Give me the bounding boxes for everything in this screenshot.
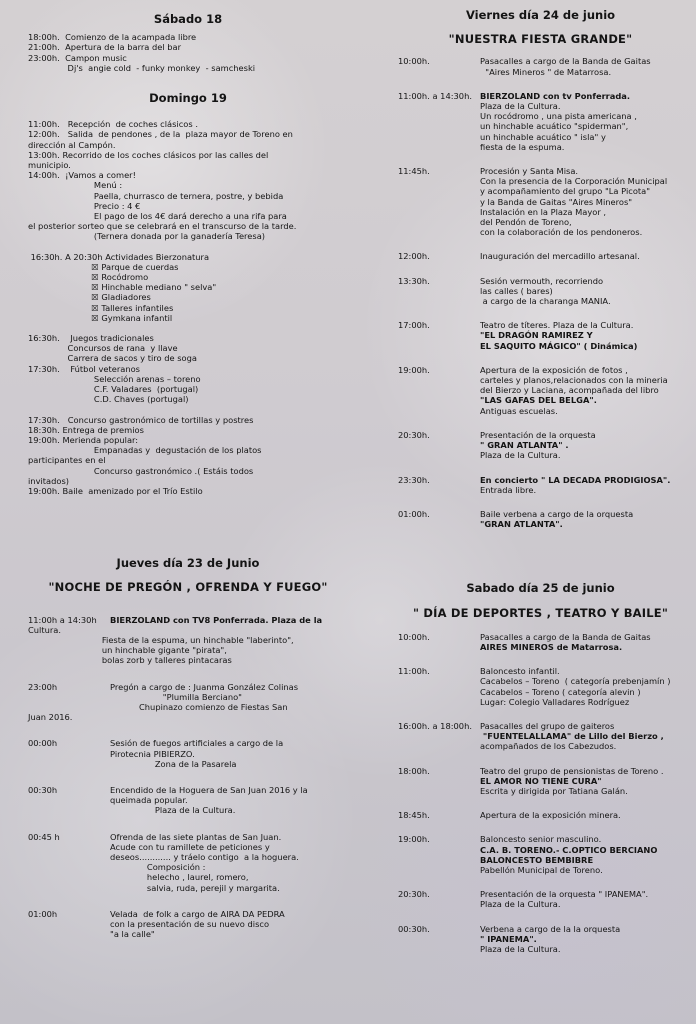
event-time: 19:00h. xyxy=(398,834,430,845)
schedule-line: Concurso gastronómico .( Estáis todos xyxy=(28,465,254,476)
event-line: Juan 2016. xyxy=(28,712,73,723)
event-time: 00:30h xyxy=(28,784,58,795)
schedule-line: 12:00h. Salida de pendones , de la plaza mayor de Toreno en xyxy=(28,129,293,140)
event-details xyxy=(480,721,683,752)
event-row xyxy=(28,738,348,769)
domingo-19-block-3 xyxy=(28,333,348,404)
sabado-25-schedule xyxy=(398,632,683,954)
event-row xyxy=(398,56,683,76)
event-row xyxy=(398,924,683,955)
schedule-line: Dj's angie cold - funky monkey - samcheski xyxy=(28,62,256,73)
event-time: 11:00h a 14:30h xyxy=(28,614,97,625)
event-line: Zona de la Pasarela xyxy=(110,758,237,769)
event-details xyxy=(110,738,348,769)
schedule-line: Precio : 4 € xyxy=(28,200,141,211)
event-row xyxy=(28,909,348,940)
event-line: Composición : xyxy=(110,862,206,873)
event-row xyxy=(398,91,683,152)
event-line: las calles ( bares) xyxy=(480,285,553,296)
day-title-jueves-23: Jueves día 23 de Junio xyxy=(116,556,260,571)
event-line: deseos............ y tráelo contigo a la hoguera. xyxy=(110,851,299,862)
event-line: "GRAN ATLANTA". xyxy=(480,519,563,530)
event-row xyxy=(398,632,683,652)
event-details xyxy=(480,365,683,416)
event-line: Teatro de títeres. Plaza de la Cultura. xyxy=(480,320,634,331)
schedule-line: participantes en el xyxy=(28,455,106,466)
event-line: Pregón a cargo de : Juanma González Colinas xyxy=(110,681,299,692)
event-line: Instalación en la Plaza Mayor , xyxy=(480,206,607,217)
event-details xyxy=(110,682,348,713)
event-line: con la presentación de su nuevo disco xyxy=(110,919,270,929)
event-time: 00:00h xyxy=(28,738,58,749)
event-time: 20:30h. xyxy=(398,429,430,440)
event-line: " GRAN ATLANTA" . xyxy=(480,440,569,451)
event-line: con la colaboración de los pendoneros. xyxy=(480,227,643,238)
sabado-18-schedule xyxy=(28,32,348,73)
event-time: 20:30h. xyxy=(398,889,430,900)
event-row xyxy=(398,509,683,529)
event-line: Con la presencia de la Corporación Municipal xyxy=(480,176,668,187)
event-row xyxy=(398,766,683,797)
event-line: Cultura. xyxy=(28,624,62,635)
schedule-line: El pago de los 4€ dará derecho a una rifa para xyxy=(28,211,287,222)
event-row xyxy=(28,785,348,816)
event-line: AIRES MINEROS de Matarrosa. xyxy=(480,641,623,652)
event-row xyxy=(28,682,348,713)
event-details xyxy=(480,430,683,461)
event-time: 18:45h. xyxy=(398,810,430,821)
event-time: 11:00h. xyxy=(398,666,430,677)
event-line: EL AMOR NO TIENE CURA" xyxy=(480,775,602,786)
day-title-domingo-19: Domingo 19 xyxy=(149,91,227,106)
schedule-line: el posterior sorteo que se celebrará en el transcurso de la tarde. xyxy=(28,221,297,232)
domingo-19-block-2 xyxy=(28,252,348,323)
event-time: 17:00h. xyxy=(398,320,430,331)
event-row xyxy=(28,625,348,666)
event-line: fiesta de la espuma. xyxy=(480,141,565,152)
right-column xyxy=(398,10,683,966)
event-time: 11:45h. xyxy=(398,166,430,177)
event-details xyxy=(480,810,683,820)
event-line: del Bierzo y Laciana, acompañada del libro xyxy=(480,385,659,396)
event-details xyxy=(110,832,348,893)
schedule-line: 17:30h. Fútbol veteranos xyxy=(28,363,140,374)
schedule-line: 18:30h. Entrega de premios xyxy=(28,424,144,435)
event-line: Plaza de la Cultura. xyxy=(480,899,561,910)
banner-viernes-24: "NUESTRA FIESTA GRANDE" xyxy=(448,32,633,47)
schedule-line: 18:00h. Comienzo de la acampada libre xyxy=(28,32,197,43)
event-line: Inauguración del mercadillo artesanal. xyxy=(480,251,640,262)
event-line: Pabellón Municipal de Toreno. xyxy=(480,864,603,875)
event-details xyxy=(480,251,683,261)
event-line: Acude con tu ramillete de peticiones y xyxy=(110,841,270,852)
event-line: EL SAQUITO MÁGICO" ( Dinámica) xyxy=(480,340,638,351)
event-line: C.A. B. TORENO.- C.OPTICO BERCIANO xyxy=(480,844,658,855)
schedule-line: (Ternera donada por la ganadería Teresa) xyxy=(28,231,266,242)
event-time: 00:30h. xyxy=(398,923,430,934)
event-row xyxy=(28,615,348,625)
event-details xyxy=(480,276,683,307)
viernes-24-schedule xyxy=(398,56,683,529)
event-line: Chupinazo comienzo de Fiestas San xyxy=(110,701,288,712)
schedule-line: 16:30h. A 20:30h Actividades Bierzonatura xyxy=(28,251,210,262)
event-line: un hinchable acuático "spiderman", xyxy=(480,121,629,132)
event-line: un hinchable acuático " isla" y xyxy=(480,131,606,142)
event-time: 23:30h. xyxy=(398,474,430,485)
event-line: Un rocódromo , una pista americana , xyxy=(480,111,637,122)
event-line: Pasacalles a cargo de la Banda de Gaitas xyxy=(480,631,651,642)
schedule-line: ☒ Gladiadores xyxy=(28,292,151,303)
event-details xyxy=(480,889,683,909)
schedule-line: dirección al Campón. xyxy=(28,139,116,150)
event-row xyxy=(28,832,348,893)
schedule-line: invitados) xyxy=(28,475,70,486)
event-details xyxy=(480,666,683,707)
event-line: Plaza de la Cultura. xyxy=(480,101,561,112)
event-time: 01:00h. xyxy=(398,508,430,519)
schedule-line: 16:30h. Juegos tradicionales xyxy=(28,333,154,344)
event-details xyxy=(480,320,683,351)
event-line: Cacabelos – Toreno ( categoría alevin ) xyxy=(480,686,641,697)
event-line: y la Banda de Gaitas "Aires Mineros" xyxy=(480,196,633,207)
event-time: 10:00h. xyxy=(398,56,430,67)
event-details xyxy=(480,91,683,152)
event-row xyxy=(398,276,683,307)
event-details xyxy=(110,785,348,816)
event-line: Plaza de la Cultura. xyxy=(480,943,561,954)
event-line: Baloncesto infantil. xyxy=(480,666,560,677)
event-line: del Pendón de Toreno, xyxy=(480,217,572,228)
event-time: 16:00h. a 18:00h. xyxy=(398,720,472,731)
schedule-line: ☒ Hinchable mediano " selva" xyxy=(28,282,217,293)
event-line: a cargo de la charanga MANIA. xyxy=(480,296,611,307)
event-details xyxy=(480,475,683,495)
event-line: "FUENTELALLAMA" de Lillo del Bierzo , xyxy=(480,731,664,742)
schedule-line: Concursos de rana y llave xyxy=(28,343,178,354)
schedule-line: ☒ Parque de cuerdas xyxy=(28,261,179,272)
event-line: Pasacalles del grupo de gaiteros xyxy=(480,720,615,731)
event-details xyxy=(480,924,683,955)
event-line: y acompañamiento del grupo "La Picota" xyxy=(480,186,651,197)
event-line: " IPANEMA". xyxy=(480,933,537,944)
event-row xyxy=(398,166,683,237)
event-line: Escrita y dirigida por Tatiana Galán. xyxy=(480,785,628,796)
day-title-sabado-25: Sabado día 25 de junio xyxy=(466,581,615,596)
schedule-line: 21:00h. Apertura de la barra del bar xyxy=(28,42,182,53)
event-time: 10:00h. xyxy=(398,631,430,642)
schedule-line: Carrera de sacos y tiro de soga xyxy=(28,353,197,364)
schedule-line: municipio. xyxy=(28,160,71,171)
event-details xyxy=(480,834,683,875)
event-line: Lugar: Colegio Valladares Rodríguez xyxy=(480,696,630,707)
schedule-line: 19:00h. Baile amenizado por el Trío Estilo xyxy=(28,485,203,496)
event-line: "EL DRAGÓN RAMIREZ Y xyxy=(480,330,593,341)
event-row xyxy=(398,666,683,707)
banner-jueves-23: "NOCHE DE PREGÓN , OFRENDA Y FUEGO" xyxy=(48,580,328,595)
event-time: 18:00h. xyxy=(398,765,430,776)
left-column xyxy=(28,14,348,951)
event-line: salvia, ruda, perejil y margarita. xyxy=(110,882,280,893)
event-line: carteles y planos,relacionados con la mineria xyxy=(480,375,668,386)
schedule-line: 19:00h. Merienda popular: xyxy=(28,434,139,445)
schedule-line: ☒ Talleres infantiles xyxy=(28,302,174,313)
event-line: Presentación de la orquesta " IPANEMA". xyxy=(480,889,649,900)
event-time: 11:00h. a 14:30h. xyxy=(398,90,472,101)
event-line: Verbena a cargo de la la orquesta xyxy=(480,923,621,934)
event-line: bolas zorb y talleres pintacaras xyxy=(28,655,232,666)
event-line: BIERZOLAND con TV8 Ponferrada. Plaza de la xyxy=(110,614,323,625)
domingo-19-block-1 xyxy=(28,119,348,241)
event-line: BIERZOLAND con tv Ponferrada. xyxy=(480,90,631,101)
event-line: un hinchable gigante "pirata", xyxy=(28,645,227,656)
schedule-line: 11:00h. Recepción de coches clásicos . xyxy=(28,119,198,130)
event-details xyxy=(110,615,348,625)
event-line: Fiesta de la espuma, un hinchable "laberinto", xyxy=(28,634,294,645)
schedule-line: ☒ Rocódromo xyxy=(28,272,149,283)
event-row xyxy=(398,475,683,495)
schedule-line: 17:30h. Concurso gastronómico de tortillas y postres xyxy=(28,414,254,425)
event-line: helecho , laurel, romero, xyxy=(110,872,249,883)
event-time: 01:00h xyxy=(28,908,58,919)
event-time: 13:30h. xyxy=(398,275,430,286)
event-row xyxy=(398,721,683,752)
event-time: 19:00h. xyxy=(398,364,430,375)
schedule-line: C.F. Valadares (portugal) xyxy=(28,384,199,395)
event-line: Ofrenda de las siete plantas de San Juan. xyxy=(110,831,282,842)
event-line: En concierto " LA DECADA PRODIGIOSA". xyxy=(480,474,671,485)
event-details xyxy=(480,166,683,237)
event-line: Entrada libre. xyxy=(480,484,537,495)
event-line: Presentación de la orquesta xyxy=(480,429,596,440)
event-line: Apertura de la exposición minera. xyxy=(480,810,621,821)
event-line: BALONCESTO BEMBIBRE xyxy=(480,854,594,865)
event-details xyxy=(480,56,683,76)
event-line: Encendido de la Hoguera de San Juan 2016 y la xyxy=(110,784,308,795)
event-line: "a la calle" xyxy=(110,929,155,940)
schedule-line: Empanadas y degustación de los platos xyxy=(28,445,262,456)
event-line: Velada de folk a cargo de AIRA DA PEDRA xyxy=(110,908,285,919)
event-line: "LAS GAFAS DEL BELGA". xyxy=(480,395,597,406)
event-row xyxy=(398,251,683,261)
event-details xyxy=(480,632,683,652)
event-details xyxy=(110,909,348,940)
schedule-line: Paella, churrasco de ternera, postre, y bebida xyxy=(28,190,284,201)
schedule-line: Selección arenas – toreno xyxy=(28,373,201,384)
event-line: queimada popular. xyxy=(110,795,188,806)
event-row xyxy=(398,889,683,909)
schedule-line: 14:00h. ¡Vamos a comer! xyxy=(28,170,136,181)
schedule-line: 13:00h. Recorrido de los coches clásicos por las calles del xyxy=(28,149,269,160)
event-line: Cacabelos – Toreno ( categoría prebenjamín ) xyxy=(480,676,671,687)
banner-sabado-25: " DÍA DE DEPORTES , TEATRO Y BAILE" xyxy=(412,605,669,620)
event-row xyxy=(398,365,683,416)
event-time: 00:45 h xyxy=(28,831,60,842)
domingo-19-block-4 xyxy=(28,415,348,497)
event-line: Pirotecnia PIBIERZO. xyxy=(110,748,195,759)
day-title-viernes-24: Viernes día 24 de junio xyxy=(465,8,616,22)
schedule-line: ☒ Gymkana infantil xyxy=(28,312,173,323)
event-line: Baloncesto senior masculino. xyxy=(480,834,602,845)
schedule-line: C.D. Chaves (portugal) xyxy=(28,394,189,405)
event-line: "Plumilla Berciano" xyxy=(110,691,242,702)
event-line: Procesión y Santa Misa. xyxy=(480,166,579,177)
event-row xyxy=(398,320,683,351)
event-row xyxy=(398,834,683,875)
event-line: Apertura de la exposición de fotos , xyxy=(480,364,628,375)
schedule-line: 23:00h. Campon music xyxy=(28,52,127,63)
event-line: Baile verbena a cargo de la orquesta xyxy=(480,508,634,519)
schedule-line: Menú : xyxy=(28,180,123,191)
jueves-23-schedule xyxy=(28,615,348,940)
event-time: 12:00h. xyxy=(398,251,430,262)
event-time: 23:00h xyxy=(28,681,58,692)
event-row xyxy=(398,810,683,820)
event-line: Sesión de fuegos artificiales a cargo de la xyxy=(110,738,284,749)
event-line: Teatro del grupo de pensionistas de Toreno . xyxy=(480,765,664,776)
event-line: Plaza de la Cultura. xyxy=(110,805,236,816)
event-line: Plaza de la Cultura. xyxy=(480,450,561,461)
event-line: Pasacalles a cargo de la Banda de Gaitas xyxy=(480,56,651,67)
event-details xyxy=(480,509,683,529)
event-details xyxy=(480,766,683,797)
event-line: Sesión vermouth, recorriendo xyxy=(480,275,604,286)
event-line: Antiguas escuelas. xyxy=(480,405,558,416)
day-title-sabado-18: Sábado 18 xyxy=(153,12,223,26)
event-row xyxy=(398,430,683,461)
event-line: acompañados de los Cabezudos. xyxy=(480,741,617,752)
event-line: "Aires Mineros " de Matarrosa. xyxy=(480,66,612,77)
